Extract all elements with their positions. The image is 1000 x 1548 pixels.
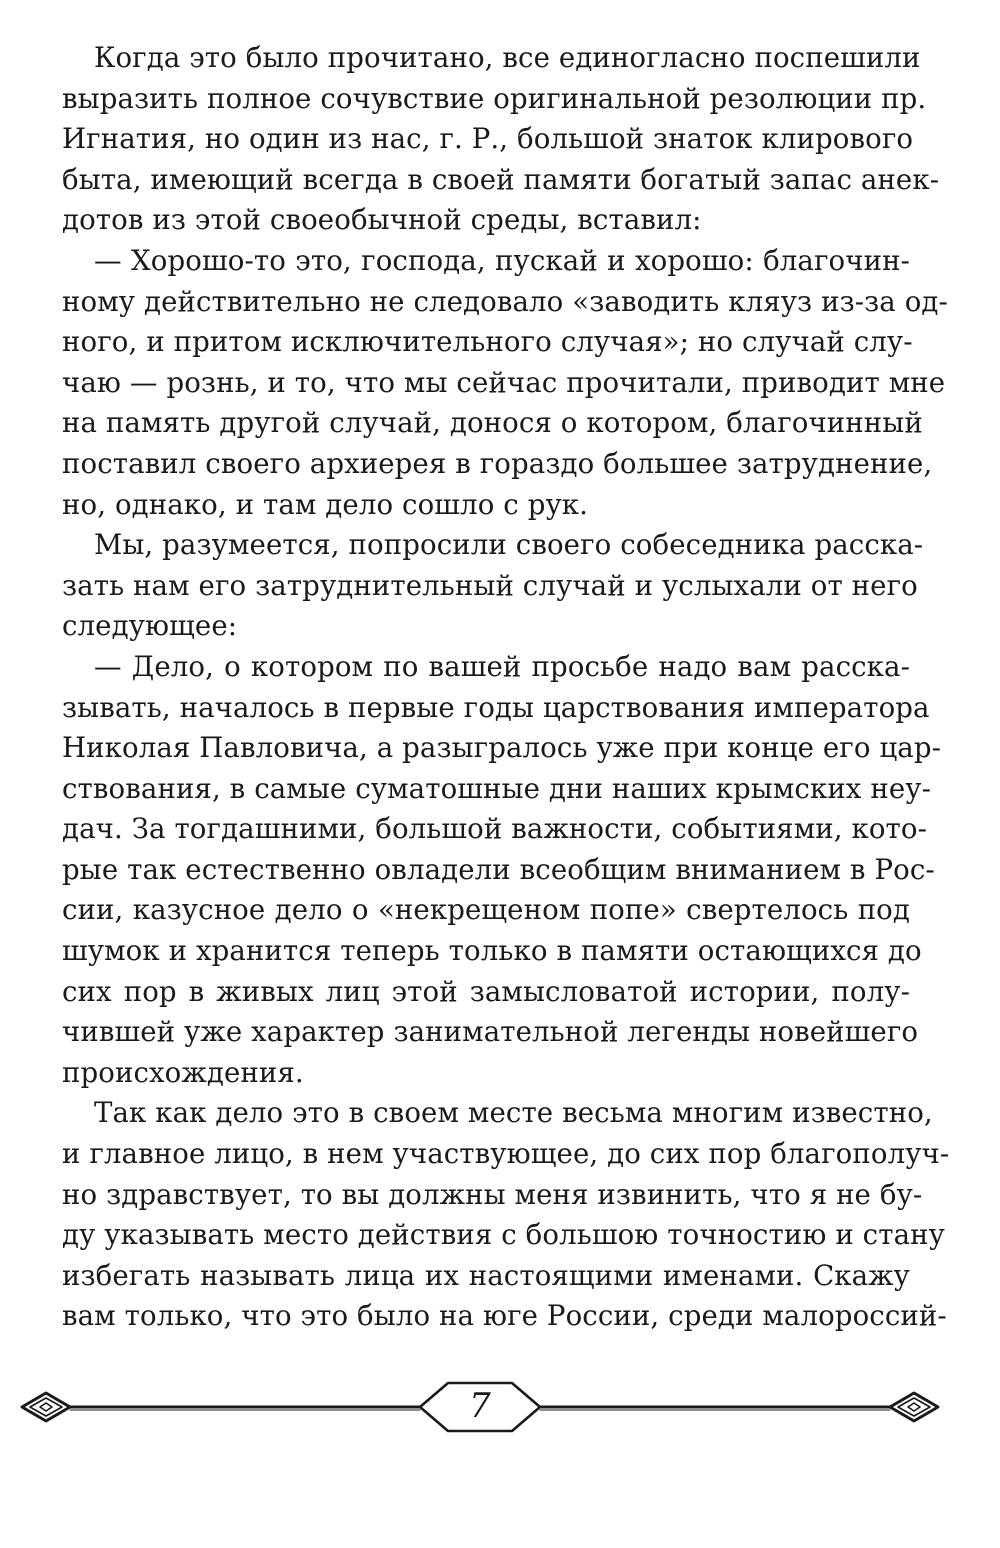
- text-line: и главное лицо, в нем участвующее, до сих пор благополуч-: [62, 1137, 950, 1171]
- text-line: сии, казусное дело о «некрещеном попе» свертелось под: [62, 893, 910, 927]
- text-line: ного, и притом исключительного случая»; но случай слу-: [62, 325, 913, 359]
- text-line: Игнатия, но один из нас, г. Р., большой знаток клирового: [62, 122, 914, 156]
- text-line: рые так естественно овладели всеобщим вниманием в Рос-: [62, 852, 935, 886]
- text-line: происхождения.: [62, 1055, 304, 1089]
- text-line: шумок и хранится теперь только в памяти остающихся до: [62, 934, 922, 968]
- page-footer: [0, 1375, 1000, 1445]
- text-line: дач. За тогдашними, большой важности, событиями, кото-: [62, 812, 928, 846]
- text-line: — Хорошо-то это, господа, пускай и хорошо: благочин-: [94, 243, 910, 277]
- page-number: 7: [469, 1386, 491, 1426]
- text-line: — Дело, о котором по вашей просьбе надо вам расска-: [94, 649, 910, 683]
- text-line: Когда это было прочитано, все единогласно поспешили: [94, 41, 921, 74]
- text-line: ду указывать место действия с большою точностию и стану: [62, 1218, 945, 1252]
- text-line: чившей уже характер занимательной легенды новейшего: [62, 1015, 919, 1049]
- text-line: но здравствует, то вы должны меня извинить, что я не бу-: [62, 1177, 923, 1211]
- body-text: [62, 38, 950, 1337]
- text-line: поставил своего архиерея в гораздо большее затруднение,: [62, 446, 933, 480]
- text-line: дотов из этой своеобычной среды, вставил:: [62, 203, 702, 237]
- text-line: быта, имеющий всегда в своей памяти богатый запас анек-: [62, 162, 940, 196]
- text-line: Николая Павловича, а разыгралось уже при конце его цар-: [62, 731, 942, 765]
- text-line: Так как дело это в своем месте весьма многим известно,: [94, 1096, 933, 1130]
- text-line: Мы, разумеется, попросили своего собеседника расска-: [94, 528, 924, 562]
- text-line: на память другой случай, донося о котором, благочинный: [62, 406, 923, 440]
- text-line: ствования, в самые суматошные дни наших крымских неу-: [62, 771, 932, 805]
- text-line: вам только, что это было на юге России, среди малороссий-: [62, 1299, 947, 1333]
- text-line: выразить полное сочувствие оригинальной резолюции пр.: [62, 81, 927, 115]
- text-line: ному действительно не следовало «заводить кляуз из-за од-: [62, 284, 948, 318]
- text-line: избегать называть лица их настоящими именами. Скажу: [62, 1258, 910, 1292]
- text-line: чаю — рознь, и то, что мы сейчас прочитали, приводит мне: [62, 365, 946, 399]
- text-line: сих пор в живых лиц этой замысловатой истории, полу-: [62, 974, 910, 1008]
- text-line: зывать, началось в первые годы царствования императора: [62, 690, 930, 724]
- text-line: но, однако, и там дело сошло с рук.: [62, 487, 589, 521]
- text-line: зать нам его затруднительный случай и услыхали от него: [62, 568, 918, 602]
- text-line: следующее:: [62, 609, 238, 643]
